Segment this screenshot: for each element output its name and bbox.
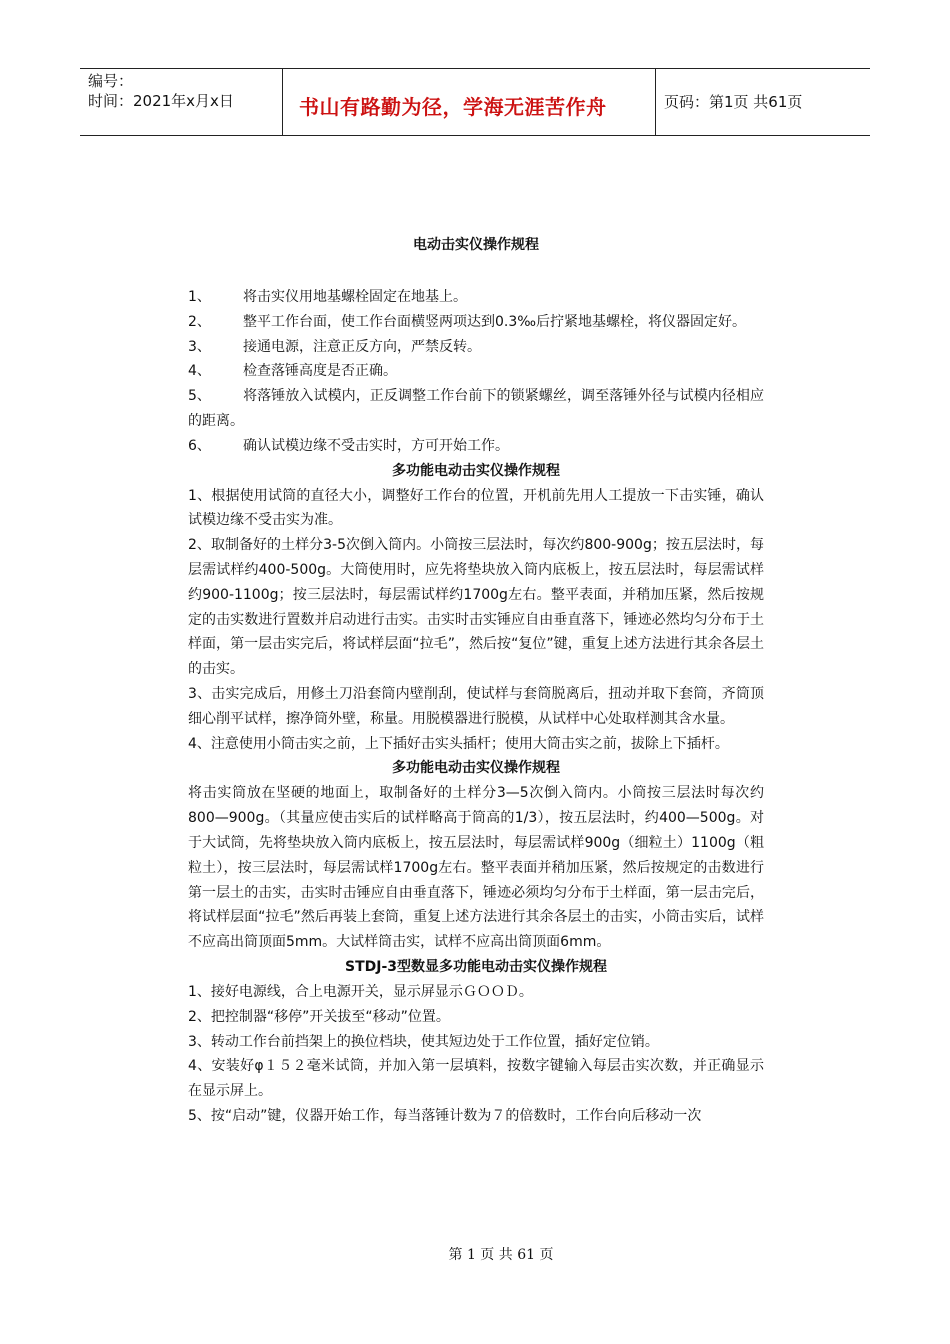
paragraph: 4、注意使用小筒击实之前，上下插好击实头插杆；使用大筒击实之前，拔除上下插杆。	[188, 735, 729, 752]
header-meta-cell	[80, 69, 283, 135]
page-header	[80, 68, 870, 136]
paragraph: 1、接好电源线，合上电源开关，显示屏显示ＧＯＯＤ。	[188, 983, 533, 1000]
list-item: 2、 整平工作台面，使工作台面横竖两项达到0.3‰后拧紧地基螺栓，将仪器固定好。	[188, 313, 747, 330]
paragraph: 5、按“启动”键，仪器开始工作，每当落锤计数为７的倍数时，工作台向后移动一次	[188, 1107, 702, 1124]
header-motto: 书山有路勤为径，学海无涯苦作舟	[299, 95, 607, 119]
list-item: 6、 确认试模边缘不受击实时，方可开始工作。	[188, 437, 509, 454]
paragraph: 3、转动工作台前挡架上的换位档块，使其短边处于工作位置，插好定位销。	[188, 1033, 659, 1050]
paragraph: 2、把控制器“移停”开关拔至“移动”位置。	[188, 1008, 450, 1025]
doc-code-label: 编号：	[88, 72, 134, 90]
header-motto-cell	[283, 69, 656, 135]
list-item: 5、 将落锤放入试模内，正反调整工作台前下的锁紧螺丝，调至落锤外径与试模内径相应的距离。	[188, 388, 764, 429]
section-title-2: 多功能电动击实仪操作规程	[392, 462, 560, 479]
paragraph: 4、安装好φ１５２毫米试筒，并加入第一层填料，按数字键输入每层击实次数，并正确显示在显示屏上。	[188, 1058, 764, 1100]
paragraph: 将击实筒放在坚硬的地面上，取制备好的土样分3—5次倒入筒内。小筒按三层法时每次约800—900g。（其量应使击实后的试样略高于筒高的1/3），按五层法时，约400—500g。对于大试筒，先将垫块放入筒内底板上，按五层法时，每层需试样900g（细粒土）1100g（粗粒土），按三层法时，每层需试样1700g左右。整平表面并稍加压紧，然后按规定的击数进行第一层土的击实，击实时击锤应自由垂直落下，锤迹必须均匀分布于土样面，第一层击完后，将试样层面“拉毛”然后再装上套筒，重复上述方法进行其余各层土的击实，小筒击实后，试样不应高出筒顶面5mm。大试样筒击实，试样不应高出筒顶面6mm。	[188, 785, 764, 951]
list-item: 4、 检查落锤高度是否正确。	[188, 363, 397, 380]
page-footer: 第 1 页 共 61 页	[448, 1247, 554, 1263]
section-title-1: 电动击实仪操作规程	[413, 237, 539, 253]
header-page-cell	[656, 69, 870, 135]
paragraph: 1、根据使用试筒的直径大小，调整好工作台的位置，开机前先用人工提放一下击实锤，确认试模边缘不受击实为准。	[188, 487, 764, 529]
document-body	[188, 233, 764, 1129]
section-title-3: 多功能电动击实仪操作规程	[392, 760, 560, 777]
list-item: 3、 接通电源，注意正反方向，严禁反转。	[188, 338, 481, 355]
paragraph: 3、击实完成后，用修土刀沿套筒内壁削刮，使试样与套筒脱离后，扭动并取下套筒，齐筒顶细心削平试样，擦净筒外壁，称量。用脱模器进行脱模，从试样中心处取样测其含水量。	[188, 685, 764, 727]
section-1-list	[188, 285, 764, 459]
section-title-4: STDJ-3型数显多功能电动击实仪操作规程	[344, 958, 607, 975]
header-page-info: 页码：第1页 共61页	[664, 93, 803, 111]
doc-date: 时间：2021年x月x日	[88, 92, 234, 110]
list-item: 1、 将击实仪用地基螺栓固定在地基上。	[188, 289, 467, 305]
paragraph: 2、取制备好的土样分3-5次倒入筒内。小筒按三层法时，每次约800-900g；按五层法时，每层需试样约400-500g。大筒使用时，应先将垫块放入筒内底板上，按五层法时，每层需试样约900-1100g；按三层法时，每层需试样约1700g左右。整平表面，并稍加压紧，然后按规定的击实数进行置数并启动进行击实。击实时击实锤应自由垂直落下，锤迹必然均匀分布于土样面，第一层击实完后，将试样层面“拉毛”，然后按“复位”键，重复上述方法进行其余各层土的击实。	[188, 537, 764, 678]
